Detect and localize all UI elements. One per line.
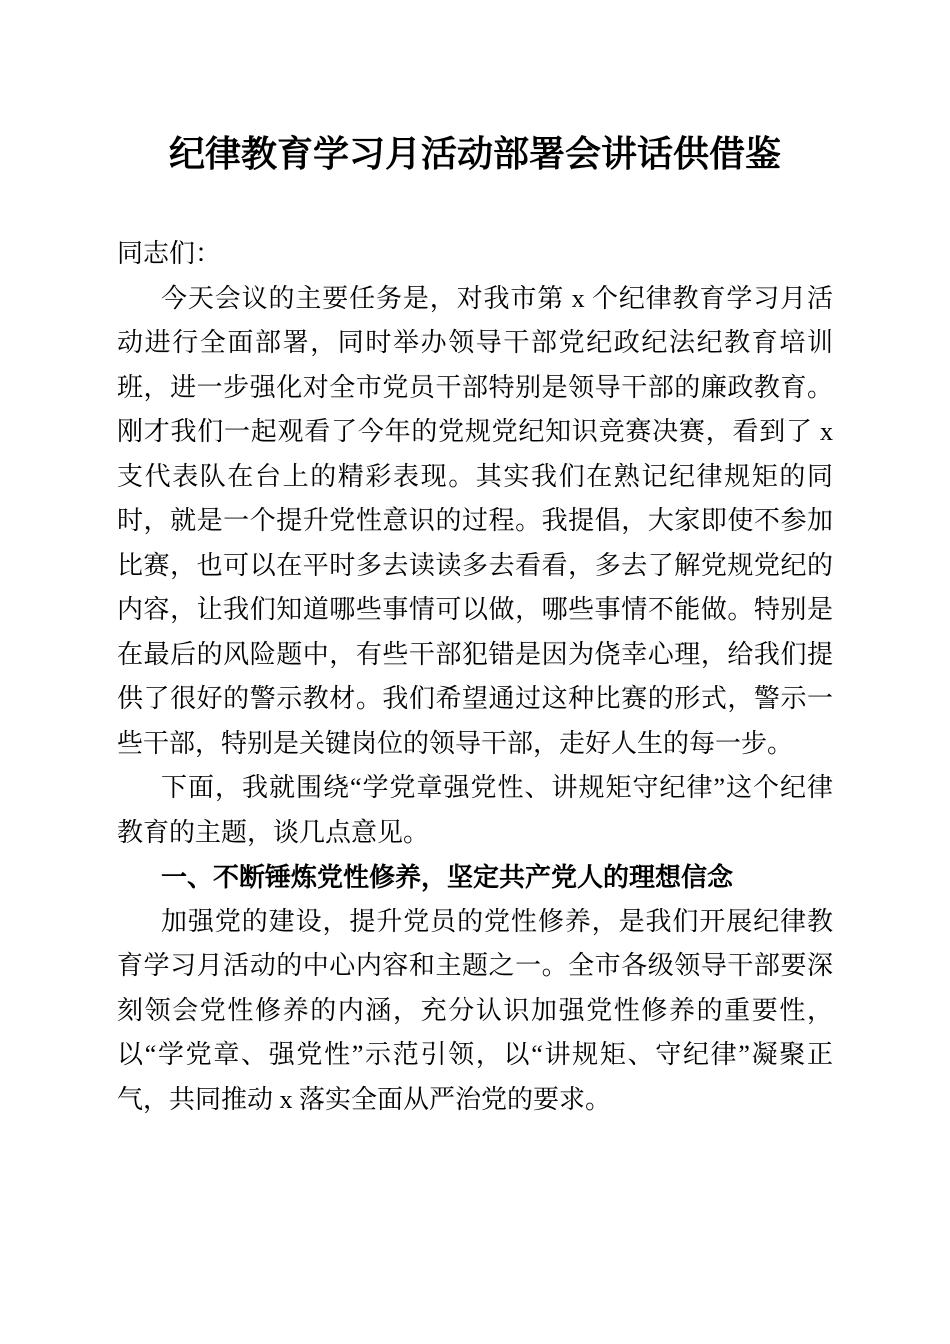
section-heading-1: 一、不断锤炼党性修养，坚定共产党人的理想信念	[161, 862, 734, 892]
paragraph-party-spirit: 加强党的建设，提升党员的党性修养，是我们开展纪律教育学习月活动的中心内容和主题之一。全市各级领导干部要深刻领会党性修养的内涵，充分认识加强党性修养的重要性，以“学党章、强党性”示范引领，以“讲规矩、守纪律”凝聚正气，共同推动 x 落实全面从严治党的要求。	[117, 906, 833, 1114]
paragraph-meeting-tasks: 今天会议的主要任务是，对我市第 x 个纪律教育学习月活动进行全面部署，同时举办领导干部党纪政纪法纪教育培训班，进一步强化对全市党员干部特别是领导干部的廉政教育。刚才我们一起观看了今年的党规党纪知识竞赛决赛，看到了 x 支代表队在台上的精彩表现。其实我们在熟记纪律规矩的同时，就是一个提升党性意识的过程。我提倡，大家即使不参加比赛，也可以在平时多去读读多去看看，多去了解党规党纪的内容，让我们知道哪些事情可以做，哪些事情不能做。特别是在最后的风险题中，有些干部犯错是因为侥幸心理，给我们提供了很好的警示教材。我们希望通过这种比赛的形式，警示一些干部，特别是关键岗位的领导干部，走好人生的每一步。	[117, 283, 833, 758]
paragraph-topic-intro: 下面，我就围绕“学党章强党性、讲规矩守纪律”这个纪律教育的主题，谈几点意见。	[117, 773, 833, 847]
document-title: 纪律教育学习月活动部署会讲话供借鉴	[168, 134, 781, 174]
salutation-line: 同志们：	[117, 239, 222, 268]
